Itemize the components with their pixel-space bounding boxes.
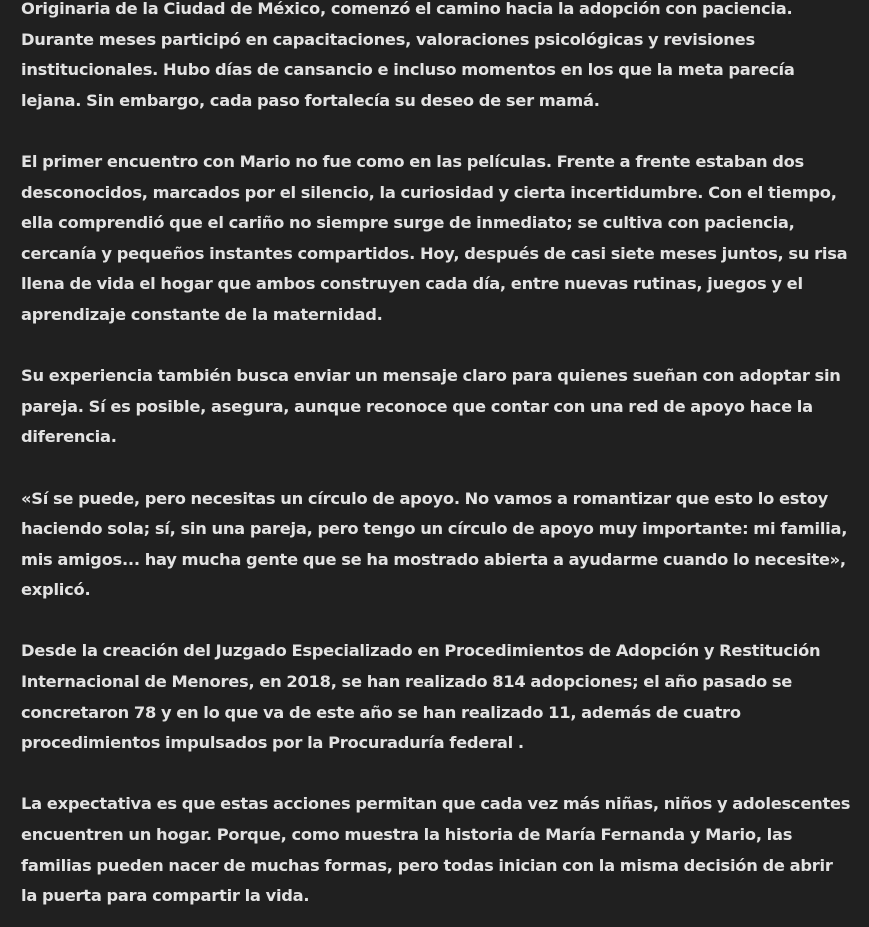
article-paragraph-2: El primer encuentro con Mario no fue como en las películas. Frente a frente estaban dos desconocidos, marcados por el silencio, la curiosidad y cierta incertidumbre. Con el tiempo, ella comprendió que el cariño no siempre surge de inmediato; se cultiva con paciencia, cercanía y pequeños instantes compartidos. Hoy, después de casi siete meses juntos, su risa llena de vida el hogar que ambos construyen cada día, entre nuevas rutinas, juegos y el aprendizaje constante de la maternidad. bbox=[21, 151, 848, 324]
article-paragraph-5: Desde la creación del Juzgado Especializado en Procedimientos de Adopción y Restitución Internacional de Menores, en 2018, se han realizado 814 adopciones; el año pasado se concretaron 78 y en lo que va de este año se han realizado 11, además de cuatro procedimientos impulsados por la Procuraduría federal . bbox=[21, 641, 821, 753]
article-paragraph-quote: «Sí se puede, pero necesitas un círculo de apoyo. No vamos a romantizar que esto lo estoy haciendo sola; sí, sin una pareja, pero tengo un círculo de apoyo muy importante: mi familia, mis amigos... hay mucha gente que se ha mostrado abierta a ayudarme cuando lo necesite», explicó. bbox=[21, 488, 848, 600]
article-paragraph-1: Originaria de la Ciudad de México, comenzó el camino hacia la adopción con paciencia. Durante meses participó en capacitaciones, valoraciones psicológicas y revisiones institucionales. Hubo días de cansancio e incluso momentos en los que la meta parecía lejana. Sin embargo, cada paso fortalecía su deseo de ser mamá. bbox=[21, 0, 795, 110]
article-paragraph-6: La expectativa es que estas acciones permitan que cada vez más niñas, niños y adolescentes encuentren un hogar. Porque, como muestra la historia de María Fernanda y Mario, las familias pueden nacer de muchas formas, pero todas inician con la misma decisión de abrir la puerta para compartir la vida. bbox=[21, 794, 851, 906]
article-paragraph-3: Su experiencia también busca enviar un mensaje claro para quienes sueñan con adoptar sin pareja. Sí es posible, asegura, aunque reconoce que contar con una red de apoyo hace la diferencia. bbox=[21, 366, 841, 447]
